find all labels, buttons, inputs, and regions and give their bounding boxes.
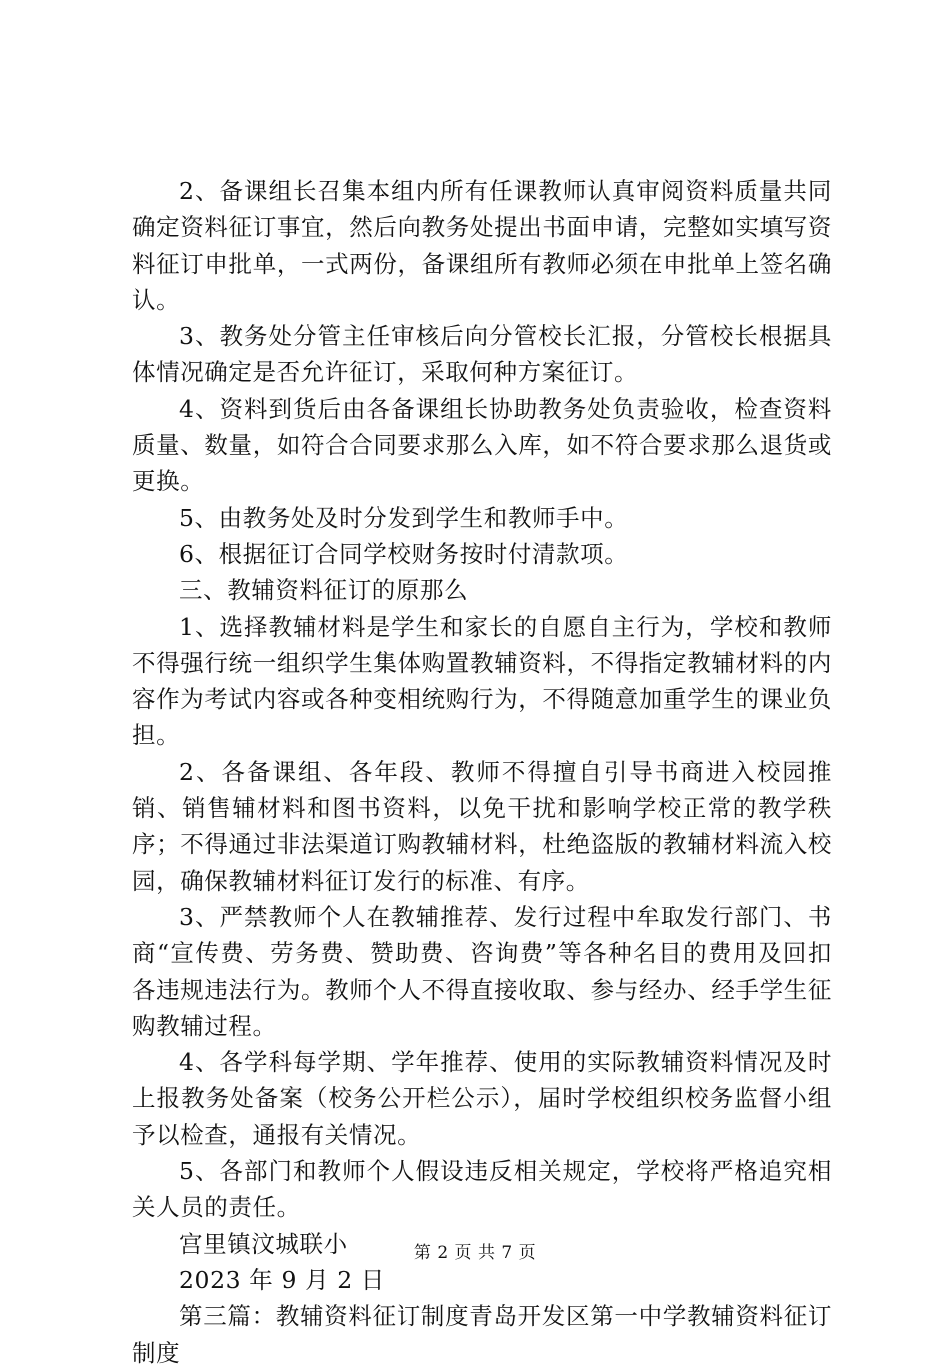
paragraph-principle-4: 4、各学科每学期、学年推荐、使用的实际教辅资料情况及时上报教务处备案（校务公开栏公示），届时学校组织校务监督小组予以检查，通报有关情况。 — [132, 1048, 832, 1149]
paragraph-principle-3: 3、严禁教师个人在教辅推荐、发行过程中牟取发行部门、书商“宣传费、劳务费、赞助费、咨询费”等各种名目的费用及回扣各违规违法行为。教师个人不得直接收取、参与经办、经手学生征购教辅过程。 — [132, 902, 832, 1040]
next-section-title: 第三篇：教辅资料征订制度青岛开发区第一中学教辅资料征订制度 — [132, 1302, 832, 1367]
paragraph-item-2-apply: 2、备课组长召集本组内所有任课教师认真审阅资料质量共同确定资料征订事宜，然后向教务处提出书面申请，完整如实填写资料征订申批单，一式两份，备课组所有教师必须在申批单上签名确认。 — [132, 177, 832, 314]
paragraph-item-4-acceptance: 4、资料到货后由各备课组长协助教务处负责验收，检查资料质量、数量，如符合合同要求那么入库，如不符合要求那么退货或更换。 — [132, 394, 832, 496]
page-footer: 第 2 页 共 7 页 — [413, 1243, 537, 1263]
signature-date: 2023 年 9 月 2 日 — [179, 1265, 385, 1294]
paragraph-principle-5: 5、各部门和教师个人假设违反相关规定，学校将严格追究相关人员的责任。 — [132, 1157, 832, 1222]
paragraph-item-6-payment: 6、根据征订合同学校财务按时付清款项。 — [179, 539, 629, 568]
paragraph-principle-2: 2、各备课组、各年段、教师不得擅自引导书商进入校园推销、销售辅材料和图书资料，以免干扰和影响学校正常的教学秩序；不得通过非法渠道订购教辅材料，杜绝盗版的教辅材料流入校园，确保教辅材料征订发行的标准、有序。 — [132, 757, 832, 895]
paragraph-principle-1: 1、选择教辅材料是学生和家长的自愿自主行为，学校和教师不得强行统一组织学生集体购置教辅资料，不得指定教辅材料的内容作为考试内容或各种变相统购行为，不得随意加重学生的课业负担。 — [132, 612, 832, 750]
paragraph-item-3-review: 3、教务处分管主任审核后向分管校长汇报，分管校长根据具体情况确定是否允许征订，采取何种方案征订。 — [132, 322, 832, 387]
document-body — [132, 173, 832, 1371]
section-heading-principles: 三、教辅资料征订的原那么 — [179, 576, 469, 605]
paragraph-item-5-distribute: 5、由教务处及时分发到学生和教师手中。 — [179, 503, 629, 532]
signature-organization: 宫里镇汶城联小 — [179, 1229, 348, 1258]
